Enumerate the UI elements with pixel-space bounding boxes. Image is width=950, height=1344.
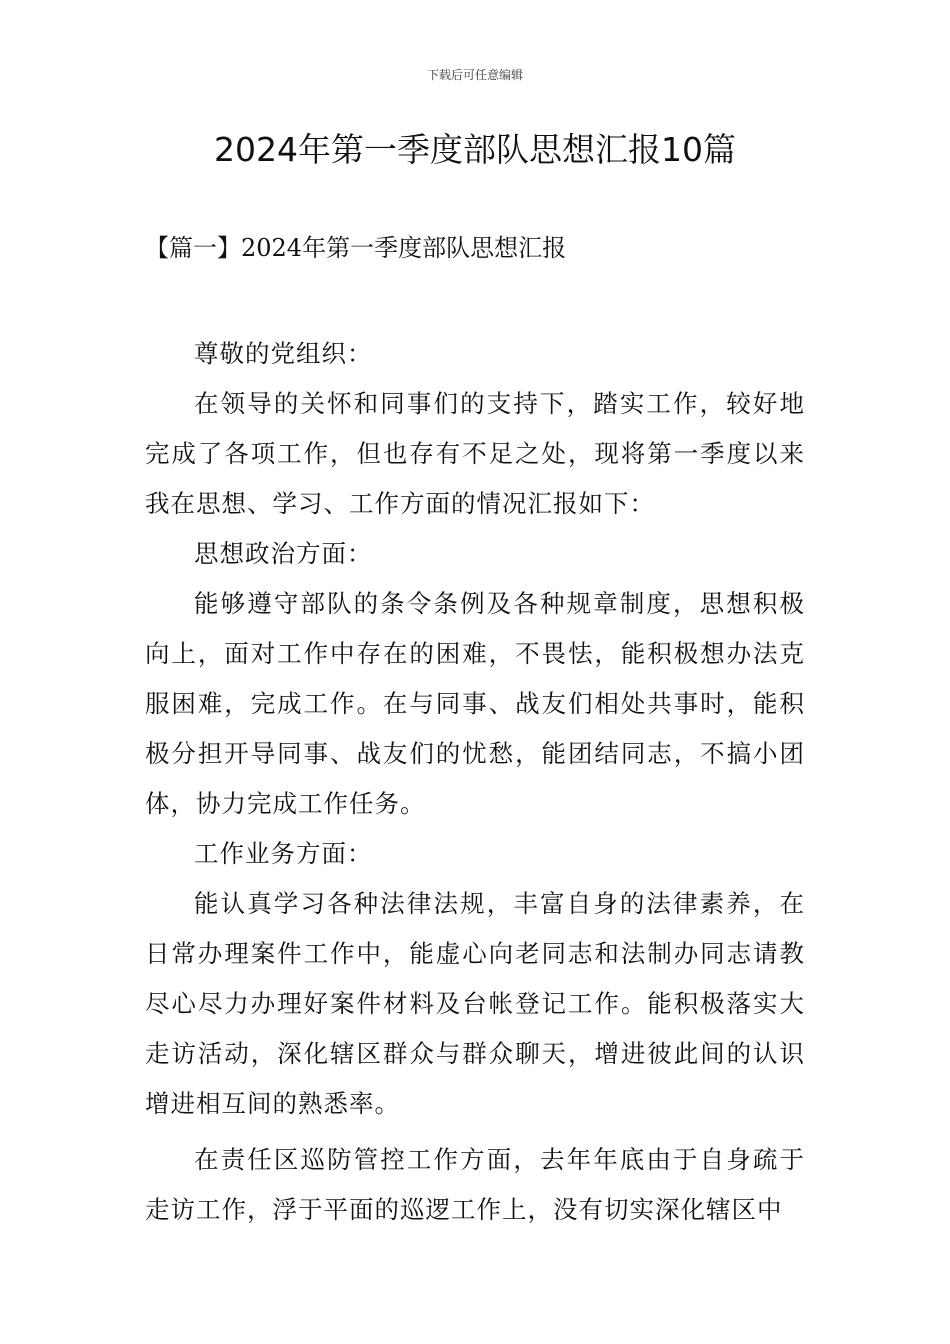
header-note: 下载后可任意编辑 [426,68,523,82]
ideology-paragraph: 能够遵守部队的条令条例及各种规章制度，思想积极向上，面对工作中存在的困难，不畏怯，能积极想办法克服困难，完成工作。在与同事、战友们相处共事时，能积极分担开导同事、战友们的忧愁，能团结同志，不搞小团体，协力完成工作任务。 [145,589,805,818]
work-paragraph: 能认真学习各种法律法规，丰富自身的法律素养，在日常办理案件工作中，能虚心向老同志和法制办同志请教尽心尽力办理好案件材料及台帐登记工作。能积极落实大走访活动，深化辖区群众与群众聊天，增进彼此间的认识增进相互间的熟悉率。 [145,889,805,1118]
intro-paragraph: 在领导的关怀和同事们的支持下，踏实工作，较好地完成了各项工作，但也存有不足之处，现将第一季度以来我在思想、学习、工作方面的情况汇报如下： [145,389,805,518]
section-heading: 【篇一】2024年第一季度部队思想汇报 [145,234,567,262]
patrol-paragraph: 在责任区巡防管控工作方面，去年年底由于自身疏于走访工作，浮于平面的巡逻工作上，没有切实深化辖区中 [145,1145,805,1224]
document-body [145,329,805,1235]
subheading-ideology: 思想政治方面： [194,539,373,568]
document-title: 2024年第一季度部队思想汇报10篇 [214,130,736,169]
salutation-paragraph: 尊敬的党组织： [194,339,373,368]
subheading-work: 工作业务方面： [194,839,373,868]
